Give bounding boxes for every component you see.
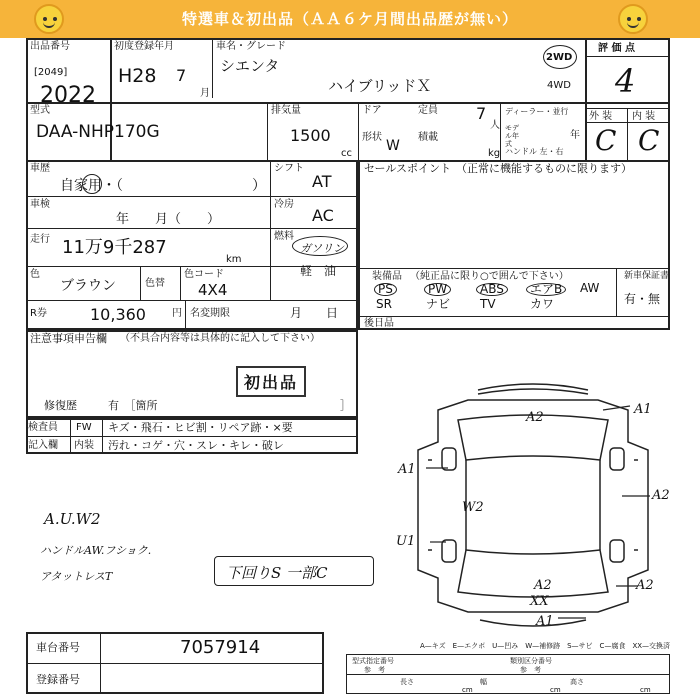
memo-line-1: A.U.W2 [44, 510, 101, 528]
color-no-label: 色替 [145, 278, 165, 289]
memo-line-2: ハンドルAW.フショク. [40, 544, 152, 557]
history-close: ） [252, 178, 266, 194]
color-code: 4X4 [198, 281, 228, 299]
cm-unit-2: cm [550, 686, 561, 694]
tax-value: 月 日 [290, 306, 339, 320]
damage-legend: A—キズ E—エクボ U—凹み W—補修跡 S—サビ C—腐食 XX—交換済 [420, 642, 671, 650]
equipment-item: カワ [530, 297, 555, 311]
reg-month: 7 [176, 66, 187, 85]
sales-hint: （正常に機能するものに限ります） [456, 162, 632, 175]
lot-number: 2022 [40, 83, 96, 108]
equipment-item: SR [376, 297, 392, 311]
shape-value: W [386, 138, 400, 154]
equipment-item: ABS [476, 283, 508, 296]
notes-hint: （不具合内容等は具体的に記入して下さい） [120, 333, 320, 344]
fw-items: キズ・飛石・ヒビ割・リペア跡・×要 [108, 421, 293, 434]
interior-items-label: 内装 [74, 440, 94, 451]
score-value: 4 [615, 62, 636, 100]
load-label: 積載 [418, 132, 438, 143]
history-value: 自家用・（ [60, 178, 123, 194]
capacity-value: 7 [476, 104, 487, 123]
equipment-label: 装備品 [372, 271, 402, 282]
diagram-mark-xx: XX [530, 594, 549, 609]
equipment-hint: （純正品に限り○で囲んで下さい） [410, 271, 569, 282]
diagram-mark-a2-bottomright: A2 [636, 578, 654, 593]
fuel-label: 燃料 [274, 231, 294, 242]
year-unit: 年 [570, 130, 580, 141]
shape-label: 形状 [362, 132, 382, 143]
lot-small: [2049] [34, 67, 68, 78]
displacement-label: 排気量 [271, 105, 301, 116]
equipment-item: PW [424, 283, 451, 296]
diagram-mark-a1-topright: A1 [634, 402, 652, 417]
cm-unit-3: cm [640, 686, 651, 694]
first-listing-stamp: 初出品 [236, 366, 306, 397]
warranty-value: 有・無 [624, 292, 661, 306]
color-label: 色 [30, 269, 40, 280]
memo-line-4: 下回りS 一部C [226, 564, 328, 582]
equipment-item: TV [480, 297, 496, 311]
recycle-value: 10,360 [90, 305, 146, 324]
tax-label: 名変期限 [190, 308, 230, 319]
car-name: シエンタ [220, 57, 280, 75]
capacity-unit: 人 [490, 120, 500, 131]
recycle-unit: 円 [172, 308, 182, 319]
displacement-unit: cc [341, 148, 352, 159]
interior-items: 汚れ・コゲ・穴・スレ・キレ・破レ [108, 439, 284, 452]
era-year: H28 [118, 65, 157, 87]
ref-label-2: 参 考 [520, 666, 541, 674]
shift-value: AT [312, 172, 332, 191]
equipment-item: PS [374, 283, 397, 296]
inspection-label: 車検 [30, 199, 50, 210]
notes-label: 注意事項申告欄 [30, 332, 107, 345]
sales-label: セールスポイント [364, 162, 452, 175]
diagram-mark-a2-top: A2 [526, 410, 544, 425]
displacement-value: 1500 [290, 126, 331, 145]
load-unit: kg [488, 148, 501, 159]
mileage-value: 11万9千287 [62, 237, 167, 258]
model-year-label: モデル年式 [505, 124, 519, 148]
reg-label: 登録番号 [36, 673, 80, 686]
length-label: 長さ [400, 678, 414, 686]
diagram-mark-w2: W2 [462, 500, 484, 515]
color-value: ブラウン [60, 278, 116, 294]
model-value: DAA-NHP170G [36, 122, 160, 142]
fuel-value: ガソリン [300, 242, 344, 255]
height-label: 高さ [570, 678, 584, 686]
shift-label: シフト [274, 163, 304, 174]
mileage-unit: km [226, 254, 242, 265]
type-label: 型式指定番号 [352, 657, 394, 665]
after-label: 後日品 [364, 318, 394, 329]
handle-label: ハンドル 左・右 [505, 147, 564, 156]
drive-4wd: 4WD [547, 80, 571, 91]
class-label: 類別区分番号 [510, 657, 552, 665]
equipment-item: エアB [526, 283, 566, 296]
first-reg-label: 初度登録年月 [114, 41, 174, 52]
capacity-label: 定員 [418, 105, 438, 116]
memo-line-3: アタットレスT [40, 570, 113, 583]
history-label: 車歴 [30, 163, 50, 174]
diagram-mark-a2-bottom: A2 [534, 578, 552, 593]
cm-unit-1: cm [462, 686, 473, 694]
mileage-label: 走行 [30, 234, 50, 245]
repair-value: 有 ［箇所 [108, 399, 158, 412]
diagram-mark-a1-bottom: A1 [536, 614, 554, 629]
repair-label: 修復歴 [44, 399, 77, 412]
equipment-item: ナビ [426, 297, 451, 311]
lot-label: 出品番号 [30, 41, 70, 52]
diagram-mark-u1: U1 [396, 534, 416, 549]
ref-label-1: 参 考 [364, 666, 385, 674]
entry-label: 記入欄 [28, 440, 58, 451]
door-label: ドア [362, 105, 382, 116]
repair-close: ］ [340, 399, 351, 412]
cooling-value: AC [312, 206, 334, 225]
diagram-mark-a2-right: A2 [652, 488, 670, 503]
color-code-label: 色コード [184, 269, 224, 280]
car-name-label: 車名・グレード [216, 41, 286, 52]
diagram-mark-a1-left: A1 [398, 462, 416, 477]
equipment-item: AW [580, 281, 600, 295]
inspector-label: 検査員 [28, 422, 58, 433]
score-label: 評 価 点 [598, 43, 635, 54]
exterior-label: 外 装 [589, 111, 613, 122]
fw-label: FW [76, 422, 92, 433]
cooling-label: 冷房 [274, 199, 294, 210]
dealer-label: ディーラー・並行 [505, 107, 569, 116]
month-unit: 月 [200, 88, 210, 99]
chassis-value: 7057914 [180, 637, 261, 658]
banner-title: 特選車＆初出品（ＡＡ６ケ月間出品歴が無い） [181, 10, 518, 28]
width-label: 幅 [480, 678, 487, 686]
inspection-value: 年 月（ ） [116, 212, 221, 227]
fuel-alt: 軽 油 [300, 264, 337, 278]
warranty-label: 新車保証書 [624, 271, 670, 281]
drive-2wd: 2WD [546, 52, 573, 63]
model-label: 型式 [30, 105, 50, 116]
grade: ハイブリッドＸ [328, 77, 432, 95]
exterior-grade: C [595, 124, 617, 157]
interior-grade: C [638, 124, 660, 157]
chassis-label: 車台番号 [36, 641, 80, 654]
recycle-label: R券 [30, 308, 47, 319]
interior-label: 内 装 [632, 111, 656, 122]
